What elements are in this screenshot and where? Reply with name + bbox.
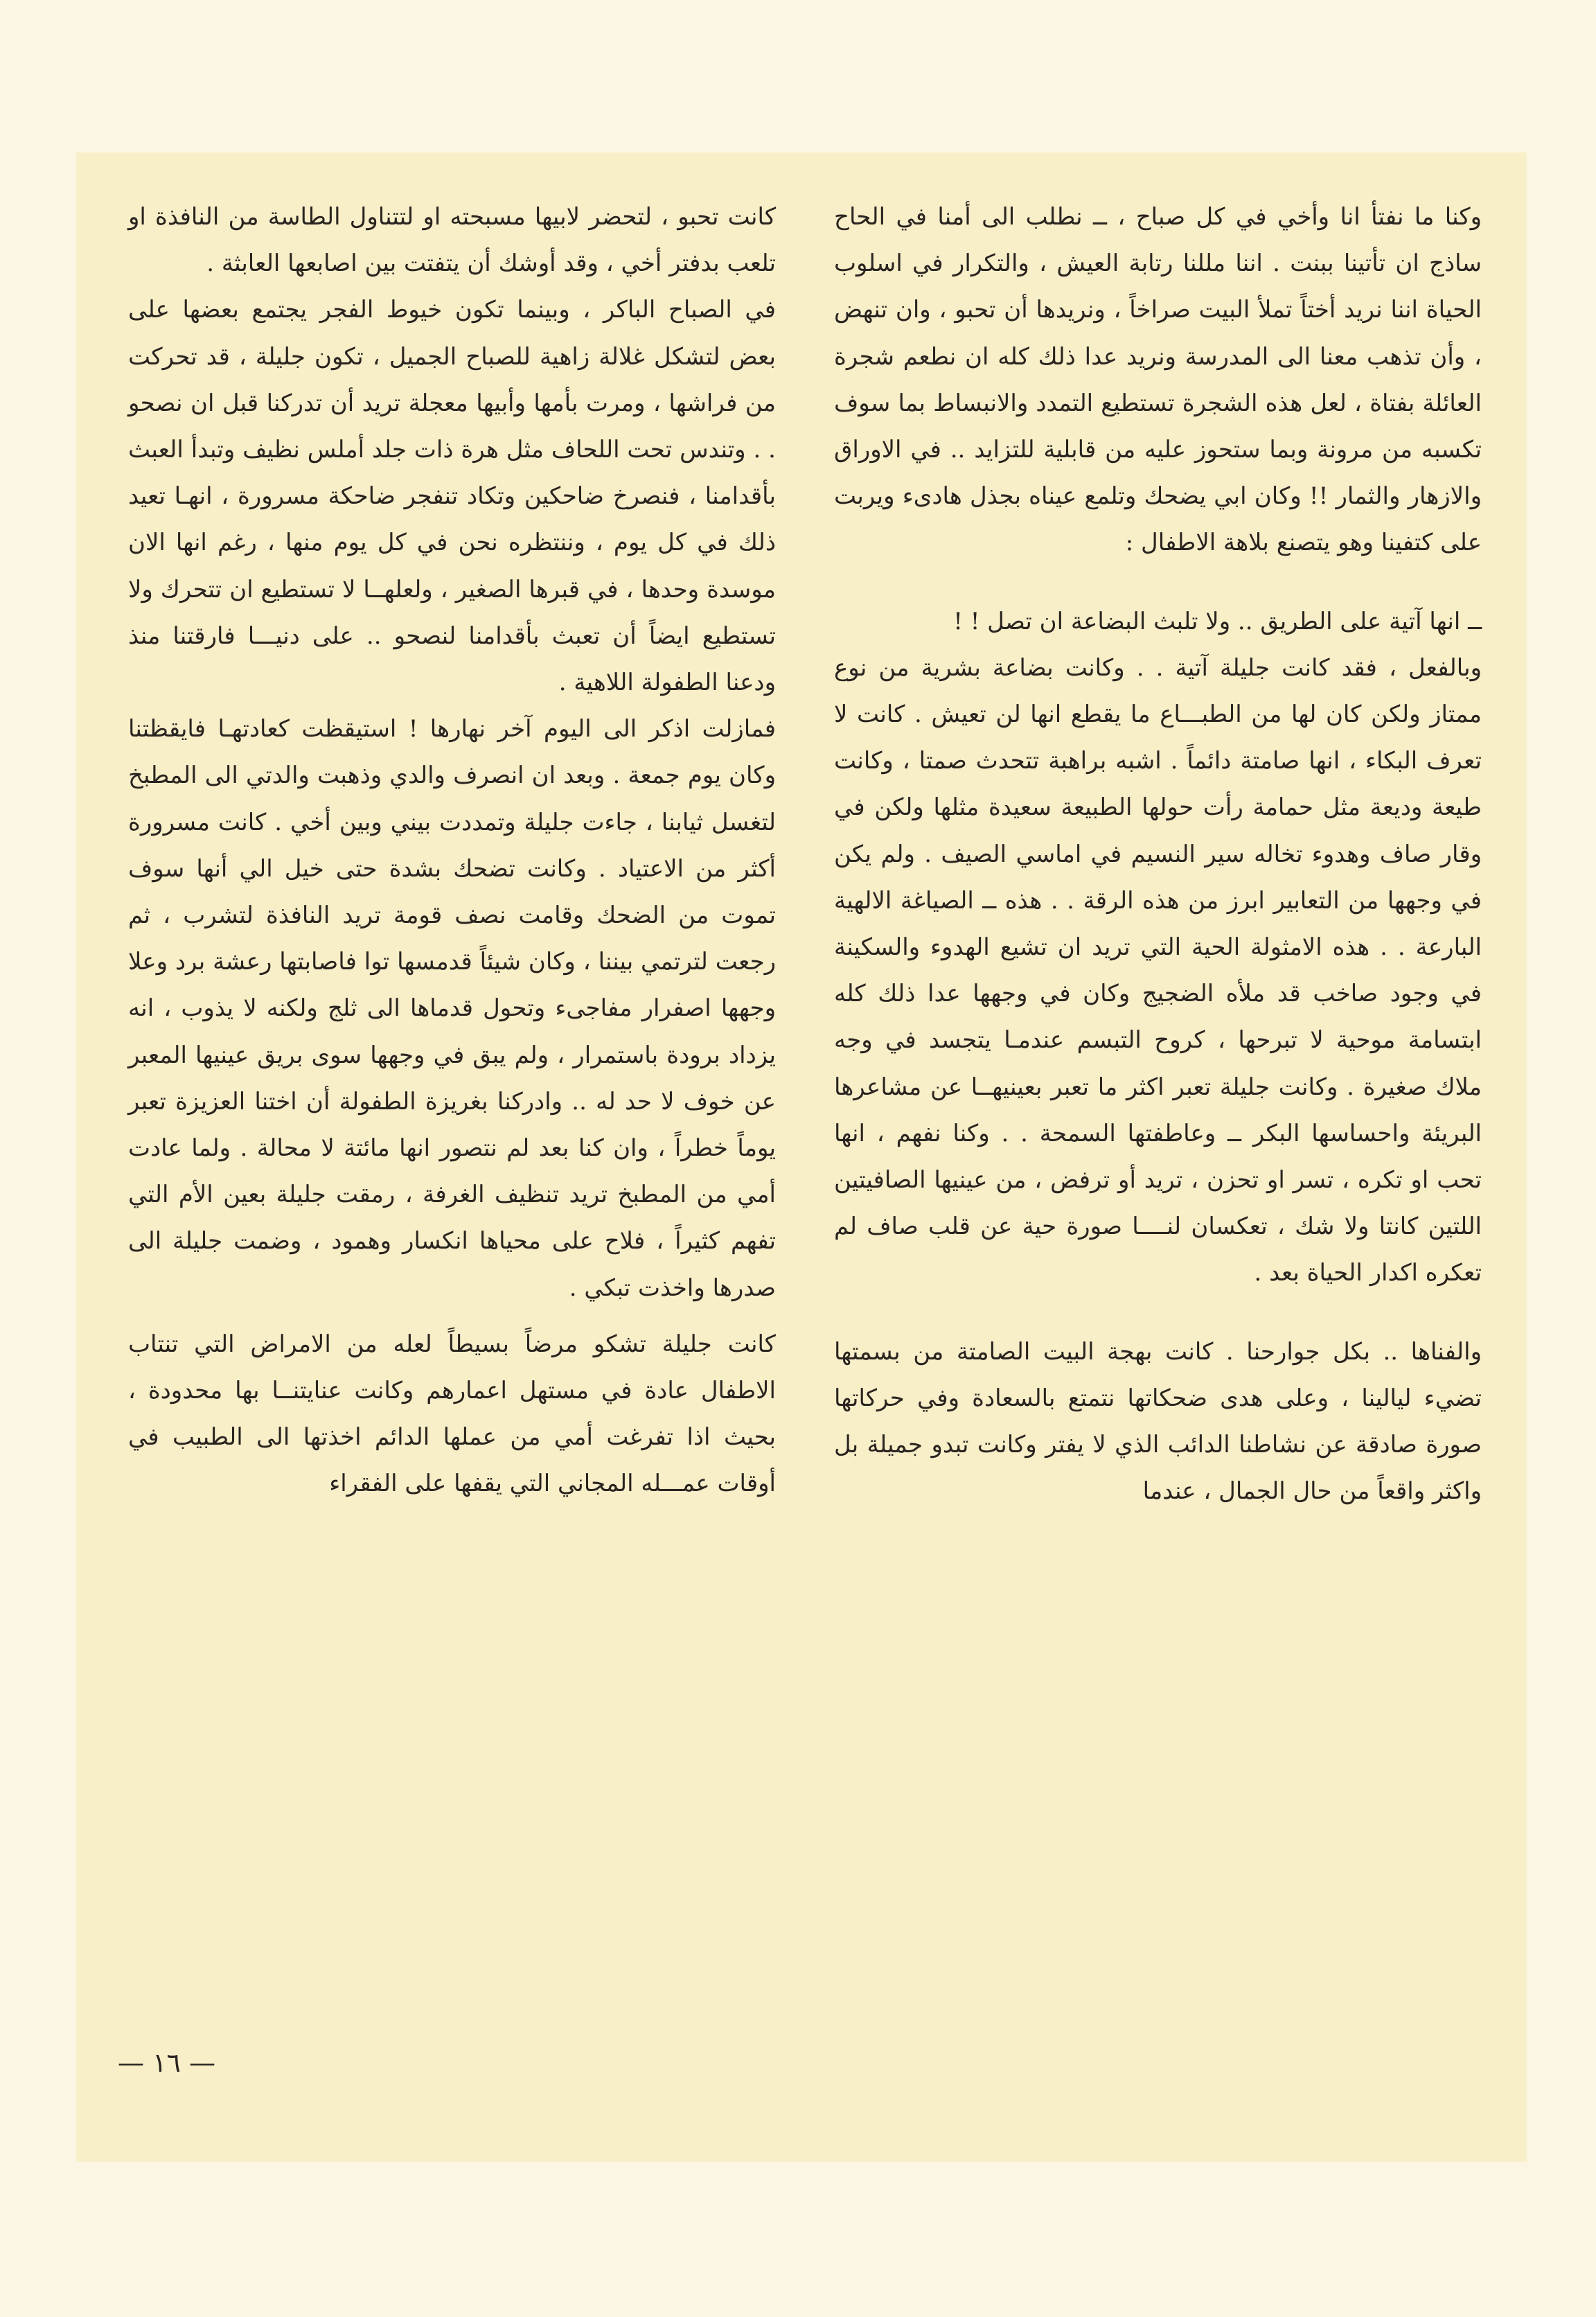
page-number: — ١٦ —	[118, 2047, 216, 2078]
paragraph: فمازلت اذكر الى اليوم آخر نهارها ! استيقظت كعادتهـا فايقظتنا وكان يوم جمعة . وبعد ان انصرف والدي وذهبت والدتي الى المطبخ لتغسل ثيابنا ، جاءت جليلة وتمددت بيني وبين أخي . كانت مسرورة أكثر من الاعتياد . وكانت تضحك بشدة حتى خيل الي أنها سوف تموت من الضحك وقامت نصف قومة تريد النافذة لتشرب ، ثم رجعت لترتمي بيننا ، وكان شيئاً قدمسها توا فاصابتها رعشة برد وعلا وجهها اصفرار مفاجىء وتحول قدماها الى ثلج ولكنه لا يذوب ، انه يزداد برودة باستمرار ، ولم يبق في وجهها سوى بريق عينيها المعبر عن خوف لا حد له .. وادركنا بغريزة الطفولة أن اختنا العزيزة تعبر يوماً خطراً ، وان كنا بعد لم نتصور انها مائتة لا محالة . ولما عادت أمي من المطبخ تريد تنظيف الغرفة ، رمقت جليلة بعين الأم التي تفهم كثيراً ، فلاح على محياها انكسار وهمود ، وضمت جليلة الى صدرها واخذت تبكي .	[128, 715, 776, 1302]
left-text-column	[128, 194, 776, 2134]
magazine-page	[76, 152, 1527, 2162]
paragraph: كانت تحبو ، لتحضر لابيها مسبحته او لتتناول الطاسة من النافذة او تلعب بدفتر أخي ، وقد أوشك أن يتفتت بين اصابعها العابثة .	[128, 203, 776, 278]
paragraph-gap	[834, 1297, 1482, 1329]
paragraph: ــ انها آتية على الطريق .. ولا تلبث البضاعة ان تصل ! !	[953, 607, 1482, 635]
paragraph-gap	[834, 567, 1482, 599]
paragraph: وبالفعل ، فقد كانت جليلة آتية . . وكانت بضاعة بشرية من نوع ممتاز ولكن كان لها من الطبـــاع ما يقطع انها لن تعيش . كانت لا تعرف البكاء ، انها صامتة دائماً . اشبه براهبة تتحدث صمتا ، وكانت طيعة وديعة مثل حمامة رأت حولها الطبيعة سعيدة مثلها ولكن في وقار صاف وهدوء تخاله سير النسيم في اماسي الصيف . ولم يكن في وجهها من التعابير ابرز من هذه الرقة . . هذه ــ الصياغة الالهية البارعة . . هذه الامثولة الحية التي تريد ان تشيع الهدوء والسكينة في وجود صاخب قد ملأه الضجيج وكان في وجهها عدا ذلك كله ابتسامة موحية لا تبرحها ، كروح التبسم عندمـا يتجسد في وجه ملاك صغيرة . وكانت جليلة تعبر اكثر ما تعبر بعينيهــا عن مشاعرها البريئة واحساسها البكر ــ وعاطفتها السمحة . . وكنا نفهم ، انها تحب او تكره ، تسر او تحزن ، تريد أو ترفض ، من عينيها الصافيتين اللتين كانتا ولا شك ، تعكسان لنــــا صورة حية عن قلب صاف لم تعكره اكدار الحياة بعد .	[834, 653, 1482, 1287]
paragraph-gap	[128, 1312, 776, 1321]
paragraph: في الصباح الباكر ، وبينما تكون خيوط الفجر يجتمع بعضها على بعض لتشكل غلالة زاهية للصباح الجميل ، تكون جليلة ، قد تحركت من فراشها ، ومرت بأمها وأبيها معجلة تريد أن تدركنا قبل ان نصحو . . وتندس تحت اللحاف مثل هرة ذات جلد أملس نظيف وتبدأ العبث بأقدامنا ، فنصرخ ضاحكين وتكاد تنفجر ضاحكة مسرورة ، انهـا تعيد ذلك في كل يوم ، وننتظره نحن في كل يوم منها ، رغم انها الان موسدة وحدها ، في قبرها الصغير ، ولعلهــا لا تستطيع ان تتحرك ولا تستطيع ايضاً أن تعبث بأقدامنا لنصحو .. على دنيـــا فارقتنا منذ ودعنا الطفولة اللاهية .	[128, 296, 776, 697]
paragraph: وكنا ما نفتأ انا وأخي في كل صباح ، ــ نطلب الى أمنا في الحاح ساذج ان تأتينا ببنت . اننا مللنا رتابة العيش ، والتكرار في اسلوب الحياة اننا نريد أختاً تملأ البيت صراخاً ، ونريدها أن تحبو ، وان تنهض ، وأن تذهب معنا الى المدرسة ونريد عدا ذلك كله ان نطعم شجرة العائلة بفتاة ، لعل هذه الشجرة تستطيع التمدد والانبساط بما سوف تكسبه من مرونة وبما ستحوز عليه من قابلية للتزايد .. في الاوراق والازهار والثمار !! وكان ابي يضحك وتلمع عيناه بجذل هادىء ويربت على كتفينا وهو يتصنع بلاهة الاطفال :	[834, 203, 1482, 557]
paragraph: والفناها .. بكل جوارحنا . كانت بهجة البيت الصامتة من بسمتها تضيء ليالينا ، وعلى هدى ضحكاتها نتمتع بالسعادة وفي حركاتها صورة صادقة عن نشاطنا الدائب الذي لا يفتر وكانت تبدو جميلة بل واكثر واقعاً من حال الجمال ، عندما	[834, 1337, 1482, 1506]
paragraph: كانت جليلة تشكو مرضاً بسيطاً لعله من الامراض التي تنتاب الاطفال عادة في مستهل اعمارهم وكانت عنايتنــا بها محدودة ، بحيث اذا تفرغت أمي من عملها الدائم اخذتها الى الطبيب في أوقات عمـــله المجاني التي يقفها على الفقراء	[128, 1330, 776, 1498]
right-text-column	[834, 194, 1482, 2134]
